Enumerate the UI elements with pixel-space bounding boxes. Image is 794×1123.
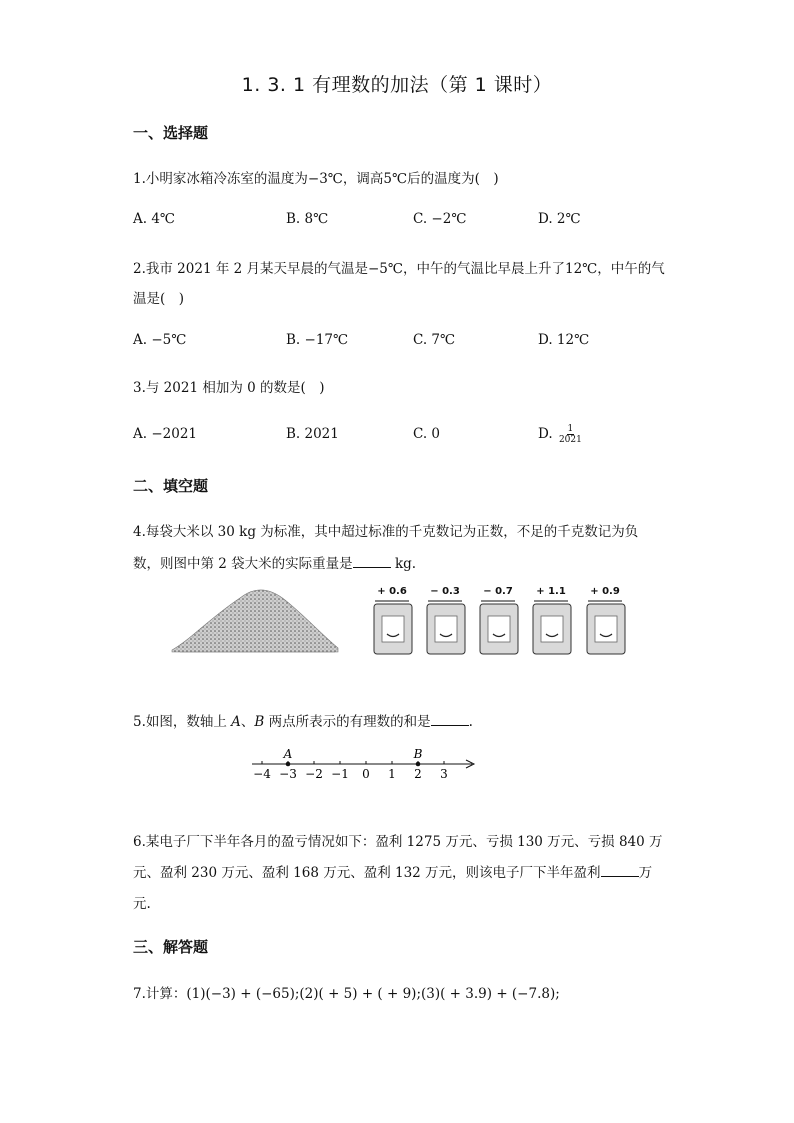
fraction-denominator: 2021 [558,435,582,445]
rice-bag-icons [370,598,630,658]
rice-bag-icon [533,601,571,654]
q5-text-pre: 5.如图，数轴上 [133,714,232,730]
point-a-marker [286,762,291,767]
q2-option-b: B. −17℃ [286,332,349,348]
answer-blank [601,864,639,877]
question-6-line1: 6.某电子厂下半年各月的盈亏情况如下：盈利 1275 万元、亏损 130 万元、亏损 840 万 [133,834,663,850]
answer-blank [431,713,469,726]
rice-bag-icon [480,601,518,654]
point-a-label: A [283,747,293,761]
q5-text-end: . [468,714,473,730]
bag-4-label: + 1.1 [536,586,566,597]
rice-bag-icon [427,601,465,654]
q3-option-d [538,424,582,445]
q4-text-pre: 数，则图中第 2 袋大米的实际重量是 [133,556,353,572]
number-line-tick-label: 2 [414,767,422,781]
section-heading-solve: 三、解答题 [133,938,209,956]
question-4-line1: 4.每袋大米以 30 kg 为标准，其中超过标准的千克数记为正数，不足的千克数记为负 [133,524,639,540]
q5-separator: 、 [240,714,255,730]
question-3-stem: 3.与 2021 相加为 0 的数是( ) [133,380,325,396]
q6-text-post: 万 [638,865,653,881]
question-7-stem: 7.计算：(1)(−3) + (−65);(2)( + 5) + ( + 9);(3)( + 3.9) + (−7.8); [133,986,560,1002]
question-2-stem-line1: 2.我市 2021 年 2 月某天早晨的气温是−5℃，中午的气温比早晨上升了12℃，中午的气 [133,261,665,277]
number-line [248,740,478,782]
q3-option-a: A. −2021 [133,426,197,442]
q1-option-d: D. 2℃ [538,211,581,227]
number-line-tick-label: 0 [362,767,370,781]
q1-option-c: C. −2℃ [413,211,467,227]
number-line-tick-label: −3 [279,767,297,781]
q3-option-c: C. 0 [413,426,441,442]
point-b-label: B [413,747,423,761]
q2-option-a: A. −5℃ [133,332,187,348]
number-line-tick-labels [253,767,448,781]
q5-text-post: 两点所表示的有理数的和是 [264,714,431,730]
question-1-stem: 1.小明家冰箱冷冻室的温度为−3℃，调高5℃后的温度为( ) [133,171,499,187]
question-6-line3: 元. [133,896,151,912]
point-b-marker [416,762,421,767]
q5-var-b: B [254,714,265,730]
q2-option-d: D. 12℃ [538,332,590,348]
bag-1-label: + 0.6 [377,586,407,597]
q5-var-a: A [231,714,241,730]
number-line-tick-label: −4 [253,767,271,781]
q4-text-post: kg. [390,556,417,572]
bag-2-label: − 0.3 [430,586,460,597]
page-title: 1. 3. 1 有理数的加法（第 1 课时） [241,74,553,96]
bag-5-label: + 0.9 [590,586,620,597]
q1-option-a: A. 4℃ [133,211,176,227]
q3-option-d-label: D. [538,426,553,442]
question-2-stem-line2: 温是( ) [133,291,185,307]
q3-option-b: B. 2021 [286,426,339,442]
question-4-line2 [133,552,416,572]
number-line-tick-label: 3 [440,767,448,781]
question-6-line2 [133,861,652,881]
rice-bag-icon [587,601,625,654]
section-heading-choice: 一、选择题 [133,124,209,142]
fraction-numerator: 1 [567,424,574,434]
section-heading-fill: 二、填空题 [133,477,209,495]
number-line-tick-label: 1 [388,767,396,781]
number-line-tick-label: −2 [305,767,323,781]
question-5-stem [133,710,473,730]
q1-option-b: B. 8℃ [286,211,329,227]
bag-3-label: − 0.7 [483,586,513,597]
rice-pile-illustration [170,578,340,658]
fraction [559,424,582,445]
number-line-tick-label: −1 [331,767,349,781]
q6-text-pre: 元、盈利 230 万元、盈利 168 万元、盈利 132 万元，则该电子厂下半年盈利 [133,865,601,881]
q2-option-c: C. 7℃ [413,332,456,348]
rice-bag-icon [374,601,412,654]
answer-blank [353,555,391,568]
